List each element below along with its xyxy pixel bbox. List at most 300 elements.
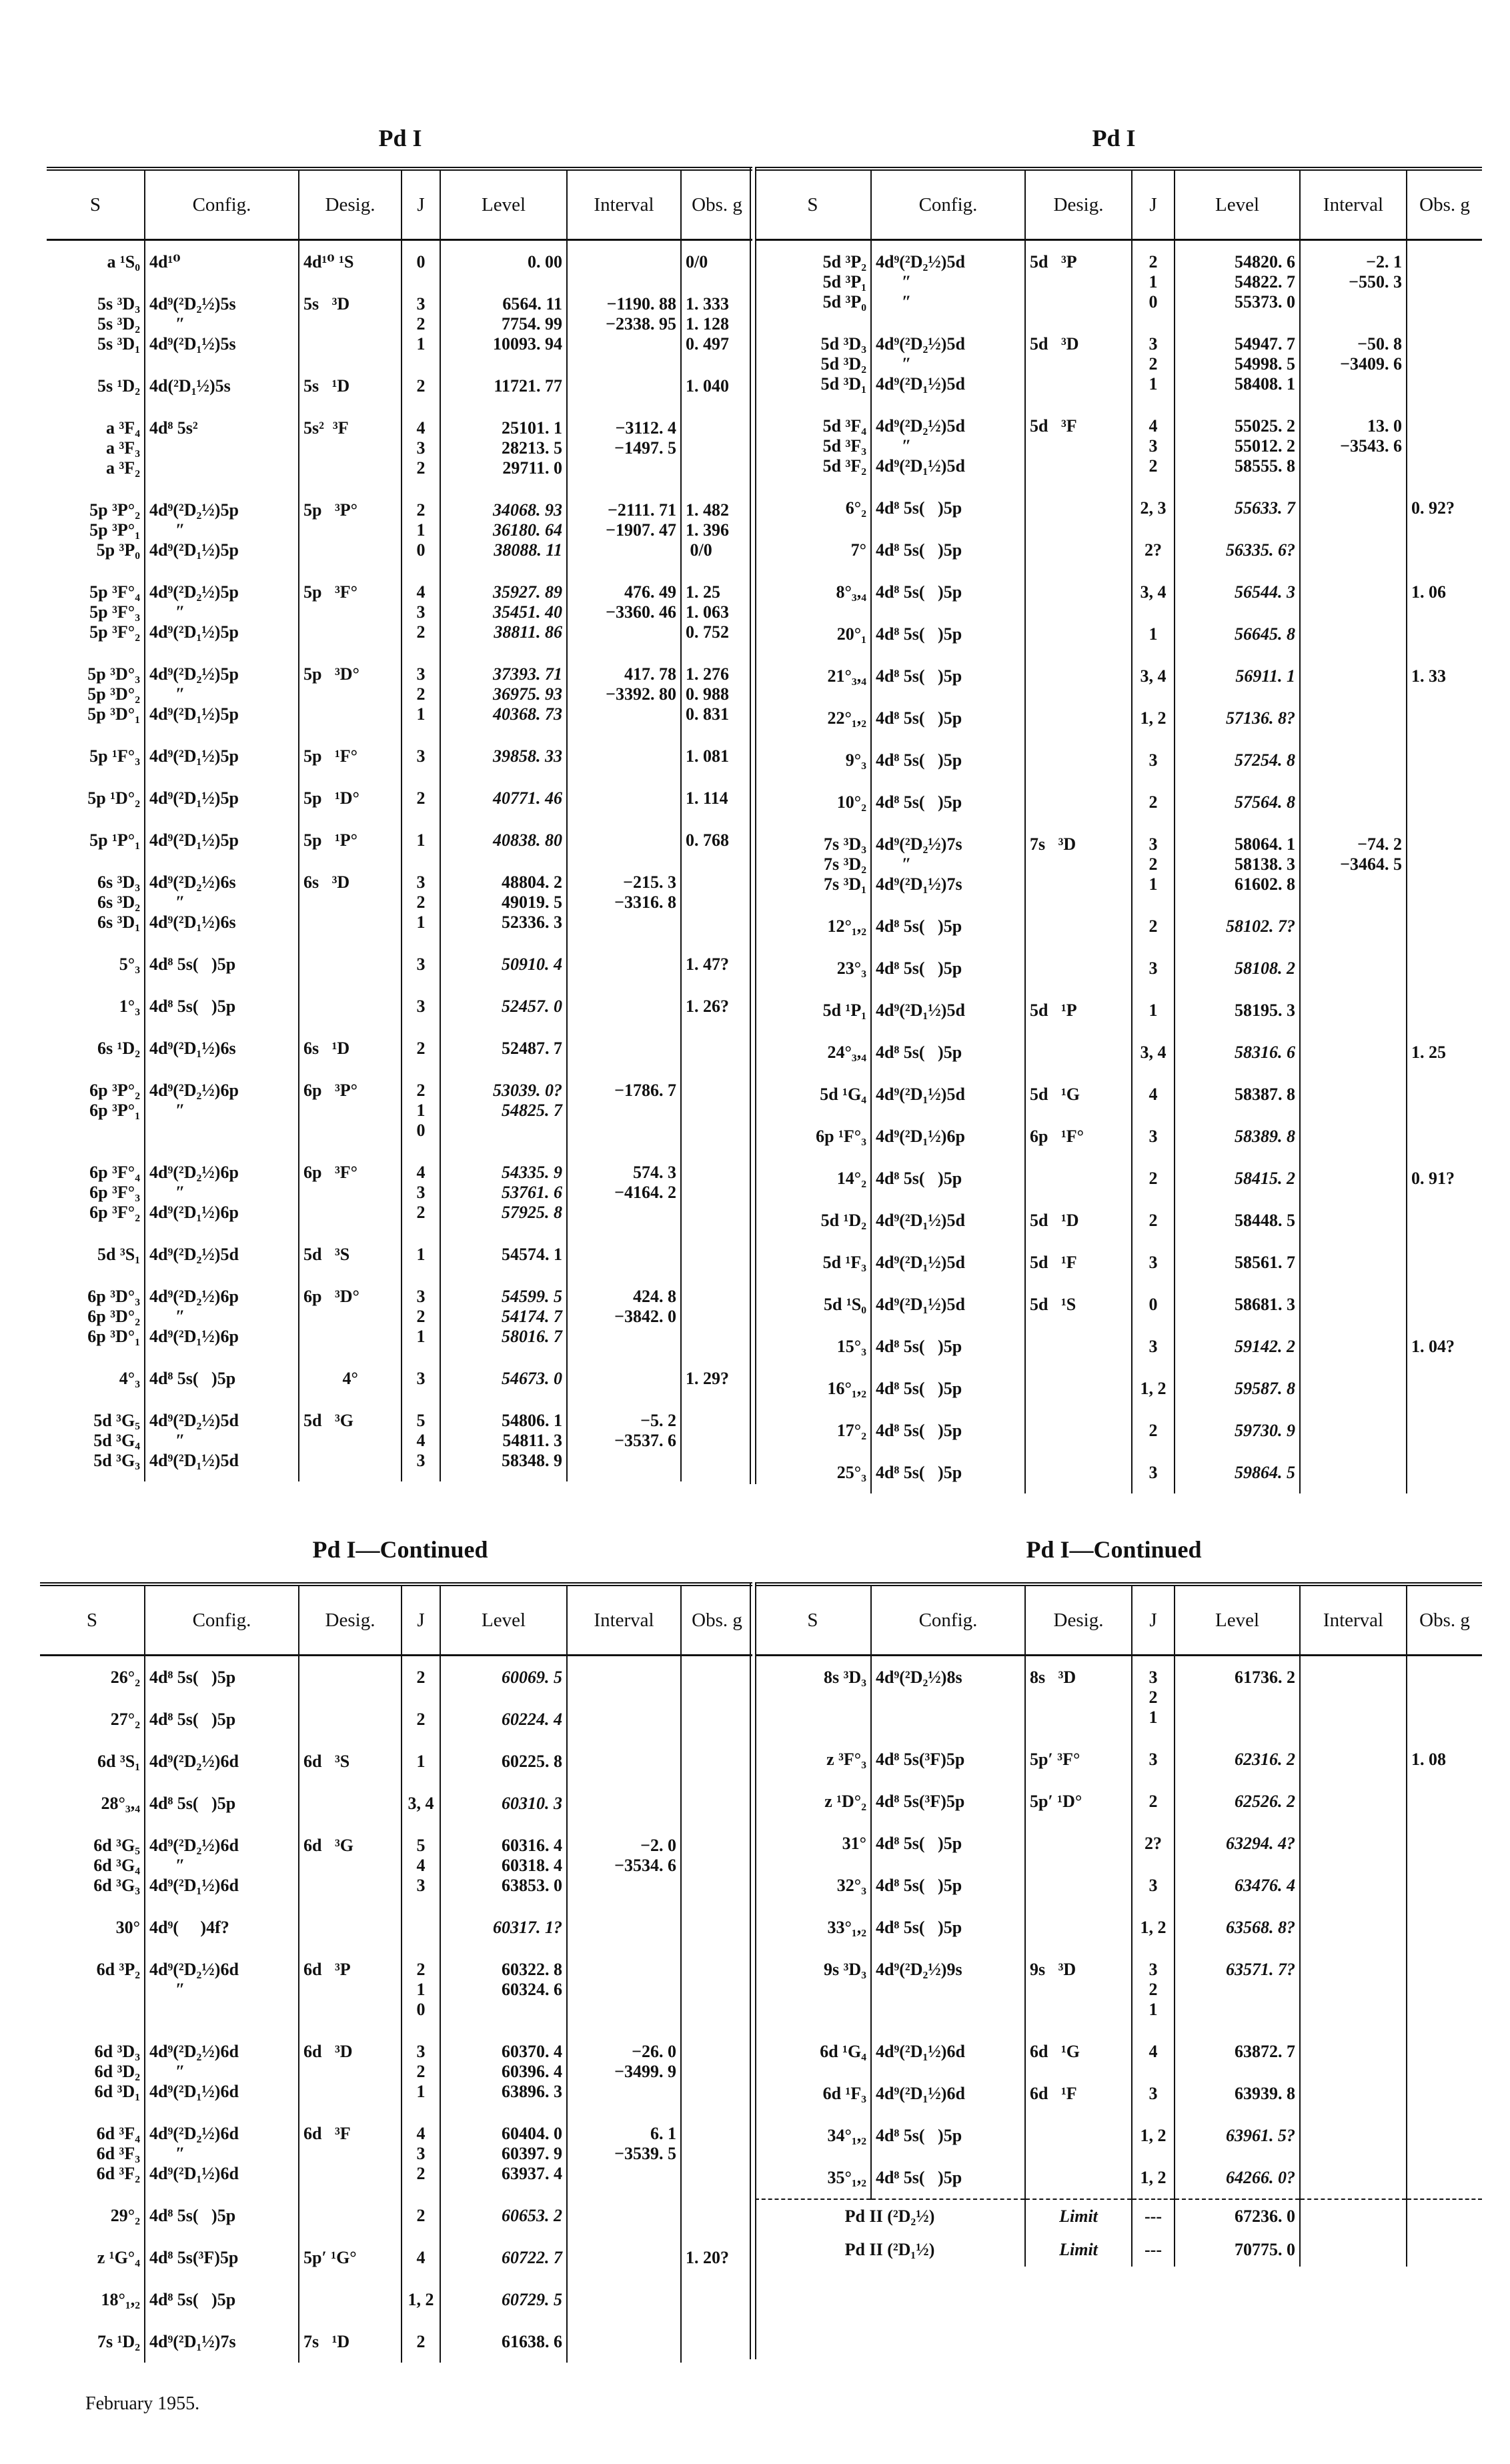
cell-level: 57564. 8 <box>1175 781 1300 823</box>
cell-j: 5 4 3 <box>402 1399 440 1481</box>
cell-obs-g <box>1407 1948 1482 2030</box>
cell-obs-g: 0. 92? <box>1407 487 1482 529</box>
cell-interval <box>1300 1031 1407 1073</box>
cell-interval: 476. 49 −3360. 46 <box>567 571 681 653</box>
cell-config: 4d⁹(²D₂½)7s ″ 4d⁹(²D₁½)7s <box>871 823 1025 905</box>
cell-config: 4d⁹(²D₁½)5p <box>145 819 299 861</box>
cell-config: 4d¹⁰ <box>145 240 299 283</box>
cell-j: 2 <box>1132 1409 1175 1451</box>
cell-j: 1 <box>1132 989 1175 1031</box>
cell-config: 4d⁹(²D₁½)7s <box>145 2321 299 2363</box>
cell-s: 5d ³P₂ 5d ³P₁ 5d ³P₀ <box>822 252 866 312</box>
cell-j: 2 <box>1132 905 1175 947</box>
cell-interval <box>567 1357 681 1399</box>
limit-word: Limit <box>1025 2199 1132 2233</box>
table-row <box>755 1031 1482 1073</box>
cell-level: 60322. 8 60324. 6 <box>440 1948 567 2030</box>
cell-interval <box>1300 1157 1407 1199</box>
cell-j: 2 <box>1132 1199 1175 1241</box>
cell-s: 16°₁,₂ <box>827 1379 866 1398</box>
table-row <box>755 1241 1482 1283</box>
table-row <box>755 1864 1482 1906</box>
cell-j: 1, 2 <box>1132 1367 1175 1409</box>
table-row <box>755 1115 1482 1157</box>
cell-interval <box>1300 1451 1407 1493</box>
cell-desig: 6p ³P° <box>299 1069 402 1151</box>
cell-j: 0 <box>402 240 440 283</box>
cell-j: 3 <box>402 943 440 985</box>
cell-level: 54673. 0 <box>440 1357 567 1399</box>
cell-j: 3 <box>1132 739 1175 781</box>
cell-level: 58448. 5 <box>1175 1199 1300 1241</box>
table-row <box>47 735 752 777</box>
cell-level: 58389. 8 <box>1175 1115 1300 1157</box>
cell-desig <box>1025 697 1132 739</box>
cell-config: 4d⁹(²D₁½)6s <box>145 1027 299 1069</box>
cell-s: 18°₁,₂ <box>101 2290 140 2309</box>
cell-desig <box>1025 947 1132 989</box>
cell-interval <box>1300 529 1407 571</box>
table-row <box>755 571 1482 613</box>
cell-desig: 6d ¹F <box>1025 2072 1132 2114</box>
cell-interval <box>1300 905 1407 947</box>
cell-config: 4d⁸ 5s(³F)5p <box>871 1738 1025 1780</box>
cell-desig <box>299 1698 402 1740</box>
cell-level: 58316. 6 <box>1175 1031 1300 1073</box>
cell-j: 2 1 0 <box>402 1948 440 2030</box>
cell-interval <box>1300 613 1407 655</box>
cell-j: 1, 2 <box>1132 1906 1175 1948</box>
cell-j: 2? <box>1132 529 1175 571</box>
cell-desig: 5p ¹P° <box>299 819 402 861</box>
limit-level: 70775. 0 <box>1175 2233 1300 2267</box>
cell-s: 7° <box>850 540 866 560</box>
cell-s: 15°₃ <box>836 1337 866 1356</box>
cell-config: 4d⁸ 5s( )5p <box>145 943 299 985</box>
cell-config: 4d⁸ 5s( )5p <box>871 2114 1025 2157</box>
cell-level: 54947. 7 54998. 5 58408. 1 <box>1175 323 1300 405</box>
table-row <box>755 1073 1482 1115</box>
cell-j: 0 <box>1132 1283 1175 1325</box>
cell-config: 4d⁸ 5s( )5p <box>145 2279 299 2321</box>
cell-desig: 5s ³D <box>299 283 402 365</box>
cell-desig: 6s ¹D <box>299 1027 402 1069</box>
cell-config: 4d⁹(²D₂½)6d <box>145 1740 299 1782</box>
cell-desig <box>1025 1409 1132 1451</box>
cell-j: 1 <box>1132 613 1175 655</box>
levels-table-bottom-left <box>40 1582 752 2363</box>
cell-level: 25101. 1 28213. 5 29711. 0 <box>440 407 567 489</box>
table-row <box>755 487 1482 529</box>
cell-s: 21°₃,₄ <box>827 666 866 686</box>
cell-j: 3 <box>402 985 440 1027</box>
table-row <box>47 283 752 365</box>
cell-desig: 5d ³F <box>1025 405 1132 487</box>
cell-interval: −2. 1 −550. 3 <box>1300 240 1407 324</box>
cell-level: 57254. 8 <box>1175 739 1300 781</box>
cell-interval <box>567 819 681 861</box>
cell-obs-g <box>681 2030 752 2112</box>
cell-level: 63571. 7? <box>1175 1948 1300 2030</box>
cell-level: 59142. 2 <box>1175 1325 1300 1367</box>
cell-obs-g <box>1407 1409 1482 1451</box>
column-header-j: J <box>1132 1584 1175 1656</box>
cell-interval <box>567 1698 681 1740</box>
cell-interval <box>1300 1367 1407 1409</box>
column-header-config: Config. <box>871 169 1025 240</box>
limit-word: Limit <box>1025 2233 1132 2267</box>
cell-interval <box>567 1782 681 1824</box>
cell-desig <box>299 985 402 1027</box>
column-header-interval: Interval <box>567 169 681 240</box>
cell-level: 52457. 0 <box>440 985 567 1027</box>
limit-row <box>755 2199 1482 2233</box>
table-row <box>755 613 1482 655</box>
table-row <box>40 2237 752 2279</box>
cell-obs-g <box>1407 1241 1482 1283</box>
cell-config: 4d⁸ 5s( )5p <box>871 571 1025 613</box>
cell-s: 5p ¹F°₃ <box>89 746 140 766</box>
cell-s: 5d ³G₅ 5d ³G₄ 5d ³G₃ <box>93 1411 140 1470</box>
cell-obs-g <box>1407 240 1482 324</box>
cell-obs-g <box>1407 2030 1482 2072</box>
cell-level: 58387. 8 <box>1175 1073 1300 1115</box>
cell-s: 6s ¹D₂ <box>97 1039 140 1058</box>
column-header-desig: Desig. <box>1025 169 1132 240</box>
cell-obs-g: 1. 26? <box>681 985 752 1027</box>
table-row <box>47 777 752 819</box>
cell-s: 20°₁ <box>836 624 866 644</box>
cell-obs-g: 0. 91? <box>1407 1157 1482 1199</box>
cell-s: 6d ³F₄ 6d ³F₃ 6d ³F₂ <box>96 2124 140 2183</box>
table-row <box>47 943 752 985</box>
cell-interval: −26. 0 −3499. 9 <box>567 2030 681 2112</box>
cell-config: 4d⁹(²D₂½)9s <box>871 1948 1025 2030</box>
cell-desig: 7s ³D <box>1025 823 1132 905</box>
cell-desig <box>1025 1325 1132 1367</box>
cell-interval <box>1300 781 1407 823</box>
cell-interval <box>567 2237 681 2279</box>
column-header-s: S <box>47 169 145 240</box>
cell-j <box>402 1906 440 1948</box>
cell-level: 63568. 8? <box>1175 1906 1300 1948</box>
table-row <box>47 407 752 489</box>
column-header-level: Level <box>440 169 567 240</box>
table-row <box>40 1740 752 1782</box>
cell-s: 24°₃,₄ <box>827 1043 866 1062</box>
cell-config: 4d⁹(²D₁½)5d <box>871 1073 1025 1115</box>
cell-interval <box>1300 1241 1407 1283</box>
cell-desig: 5s ¹D <box>299 365 402 407</box>
cell-interval <box>1300 989 1407 1031</box>
column-header-s: S <box>755 1584 871 1656</box>
table-row <box>40 1824 752 1906</box>
table-row <box>755 240 1482 324</box>
cell-level: 54599. 5 54174. 7 58016. 7 <box>440 1275 567 1357</box>
cell-obs-g: 1. 276 0. 988 0. 831 <box>681 653 752 735</box>
cell-j: 4 3 2 <box>402 2112 440 2195</box>
cell-obs-g <box>681 1824 752 1906</box>
column-header-config: Config. <box>145 169 299 240</box>
cell-config: 4d⁹(²D₂½)6d ″ 4d⁹(²D₁½)6d <box>145 2030 299 2112</box>
cell-obs-g <box>681 2321 752 2363</box>
cell-config: 4d⁹( )4f? <box>145 1906 299 1948</box>
cell-desig: 5p ³D° <box>299 653 402 735</box>
table-row <box>755 1948 1482 2030</box>
cell-s: 27°₂ <box>110 1710 140 1729</box>
table-row <box>755 1325 1482 1367</box>
cell-obs-g <box>1407 989 1482 1031</box>
cell-level: 6564. 11 7754. 99 10093. 94 <box>440 283 567 365</box>
cell-config: 4d⁹(²D₂½)6p ″ 4d⁹(²D₁½)6p <box>145 1151 299 1233</box>
cell-j: 1, 2 <box>1132 2157 1175 2199</box>
cell-interval <box>567 2195 681 2237</box>
column-header-j: J <box>1132 169 1175 240</box>
levels-table-bottom-right <box>755 1582 1482 2267</box>
cell-interval <box>1300 1325 1407 1367</box>
cell-s: 35°₁,₂ <box>827 2168 866 2187</box>
cell-j: 3 2 1 <box>1132 823 1175 905</box>
cell-level: 62316. 2 <box>1175 1738 1300 1780</box>
cell-interval <box>1300 1283 1407 1325</box>
cell-j: 3 2 1 <box>402 2030 440 2112</box>
cell-config: 4d⁹(²D₂½)6d ″ <box>145 1948 299 2030</box>
cell-j: 2, 3 <box>1132 487 1175 529</box>
cell-level: 64266. 0? <box>1175 2157 1300 2199</box>
cell-desig: 5d ¹P <box>1025 989 1132 1031</box>
cell-interval <box>567 1027 681 1069</box>
cell-desig <box>299 1782 402 1824</box>
cell-j: 2 <box>402 2321 440 2363</box>
cell-s: 5°₃ <box>119 955 140 974</box>
cell-interval: −3112. 4 −1497. 5 <box>567 407 681 489</box>
cell-j: 4 <box>402 2237 440 2279</box>
table-row <box>47 1151 752 1233</box>
table-row <box>755 1157 1482 1199</box>
table-row <box>755 655 1482 697</box>
cell-s: 32°₃ <box>836 1876 866 1895</box>
cell-s: 30° <box>115 1918 140 1937</box>
cell-s: 5s ¹D₂ <box>97 376 140 396</box>
cell-config: 4d⁸ 5s( )5p <box>871 655 1025 697</box>
cell-interval: −1190. 88 −2338. 95 <box>567 283 681 365</box>
empty-cell <box>1407 2199 1482 2233</box>
cell-interval <box>1300 1864 1407 1906</box>
table-row <box>40 1906 752 1948</box>
cell-level: 55025. 2 55012. 2 58555. 8 <box>1175 405 1300 487</box>
table-row <box>47 819 752 861</box>
cell-config: 4d⁸ 5s( )5p <box>871 1864 1025 1906</box>
table-row <box>47 489 752 571</box>
cell-interval <box>1300 1115 1407 1157</box>
column-header-desig: Desig. <box>299 169 402 240</box>
cell-config: 4d⁹(²D₂½)5d ″ 4d⁹(²D₁½)5d <box>871 323 1025 405</box>
cell-obs-g <box>1407 739 1482 781</box>
cell-s: z ¹D°₂ <box>824 1792 866 1811</box>
cell-s: 7s ³D₃ 7s ³D₂ 7s ³D₁ <box>824 834 866 894</box>
cell-interval: −215. 3 −3316. 8 <box>567 861 681 943</box>
cell-config: 4d⁸ 5s( )5p <box>871 1409 1025 1451</box>
cell-s: 6p ¹F°₃ <box>816 1127 866 1146</box>
cell-obs-g <box>1407 1073 1482 1115</box>
cell-j: 3 <box>1132 1451 1175 1493</box>
cell-level: 52487. 7 <box>440 1027 567 1069</box>
cell-interval <box>1300 1199 1407 1241</box>
limit-level: 67236. 0 <box>1175 2199 1300 2233</box>
cell-obs-g <box>1407 2072 1482 2114</box>
cell-level: 61638. 6 <box>440 2321 567 2363</box>
cell-config: 4d⁸ 5s( )5p <box>145 1782 299 1824</box>
cell-obs-g: 1. 333 1. 128 0. 497 <box>681 283 752 365</box>
cell-s: 5p ³D°₃ 5p ³D°₂ 5p ³D°₁ <box>87 664 140 724</box>
cell-j: 2 <box>402 1656 440 1699</box>
cell-desig <box>1025 613 1132 655</box>
table-row <box>755 1738 1482 1780</box>
cell-level: 63961. 5? <box>1175 2114 1300 2157</box>
cell-obs-g <box>681 1782 752 1824</box>
cell-j: 3, 4 <box>402 1782 440 1824</box>
cell-desig: 6d ³P <box>299 1948 402 2030</box>
cell-config: 4d⁸ 5s( )5p <box>871 529 1025 571</box>
cell-j: 3 2 1 <box>402 1275 440 1357</box>
cell-level: 58195. 3 <box>1175 989 1300 1031</box>
cell-level: 60225. 8 <box>440 1740 567 1782</box>
cell-j: 4 3 2 <box>402 1151 440 1233</box>
cell-interval <box>567 2279 681 2321</box>
cell-config: 4d⁹(²D₂½)6p ″ <box>145 1069 299 1151</box>
table-row <box>47 861 752 943</box>
column-header-j: J <box>402 169 440 240</box>
cell-obs-g <box>681 407 752 489</box>
cell-j: 2 <box>1132 1157 1175 1199</box>
table-row <box>755 1283 1482 1325</box>
cell-desig <box>1025 2114 1132 2157</box>
cell-j: 2 <box>1132 781 1175 823</box>
table-row <box>40 1782 752 1824</box>
cell-s: 33°₁,₂ <box>827 1918 866 1937</box>
cell-config: 4d⁸ 5s(³F)5p <box>871 1780 1025 1822</box>
cell-j: 4 <box>1132 2030 1175 2072</box>
cell-level: 62526. 2 <box>1175 1780 1300 1822</box>
cell-obs-g <box>1407 1283 1482 1325</box>
cell-config: 4d⁹(²D₂½)6d ″ 4d⁹(²D₁½)6d <box>145 1824 299 1906</box>
cell-config: 4d⁸ 5s( )5p <box>145 1656 299 1699</box>
cell-j: 3 <box>1132 1325 1175 1367</box>
cell-interval <box>1300 947 1407 989</box>
cell-interval: −50. 8 −3409. 6 <box>1300 323 1407 405</box>
cell-desig: 5p′ ³F° <box>1025 1738 1132 1780</box>
empty-cell <box>1407 2233 1482 2267</box>
table-row <box>755 529 1482 571</box>
cell-desig: 5p ¹D° <box>299 777 402 819</box>
table-row <box>47 1275 752 1357</box>
cell-s: z ¹G°₄ <box>97 2248 140 2267</box>
cell-level: 56911. 1 <box>1175 655 1300 697</box>
table-row <box>755 2072 1482 2114</box>
cell-level: 59864. 5 <box>1175 1451 1300 1493</box>
cell-desig <box>1025 1031 1132 1073</box>
cell-obs-g <box>1407 529 1482 571</box>
cell-desig <box>1025 2157 1132 2199</box>
cell-obs-g <box>681 1906 752 1948</box>
cell-config: 4d⁹(²D₁½)5d <box>871 1199 1025 1241</box>
cell-s: 6p ³F°₄ 6p ³F°₃ 6p ³F°₂ <box>89 1163 140 1222</box>
cell-level: 58108. 2 <box>1175 947 1300 989</box>
cell-config: 4d⁸ 5s( )5p <box>871 947 1025 989</box>
table-divider <box>750 1582 756 2359</box>
cell-s: 6s ³D₃ 6s ³D₂ 6s ³D₁ <box>97 872 140 932</box>
cell-interval <box>1300 1948 1407 2030</box>
column-header-level: Level <box>1175 169 1300 240</box>
cell-interval <box>1300 2072 1407 2114</box>
cell-desig <box>1025 781 1132 823</box>
cell-desig: 5d ¹S <box>1025 1283 1132 1325</box>
cell-config: 4d⁸ 5s( )5p <box>871 1822 1025 1864</box>
cell-interval: 13. 0 −3543. 6 <box>1300 405 1407 487</box>
cell-obs-g <box>681 861 752 943</box>
cell-interval <box>1300 2114 1407 2157</box>
table-row <box>755 1822 1482 1864</box>
cell-level: 60404. 0 60397. 9 63937. 4 <box>440 2112 567 2195</box>
cell-j: 3 <box>1132 1738 1175 1780</box>
cell-s: 29°₂ <box>110 2206 140 2225</box>
cell-desig: 5p ¹F° <box>299 735 402 777</box>
cell-interval: 417. 78 −3392. 80 <box>567 653 681 735</box>
cell-level: 59587. 8 <box>1175 1367 1300 1409</box>
cell-level: 60729. 5 <box>440 2279 567 2321</box>
cell-config: 4d⁸ 5s( )5p <box>145 1357 299 1399</box>
cell-s: 1°₃ <box>119 997 140 1016</box>
cell-config: 4d⁹(²D₁½)6d <box>871 2072 1025 2114</box>
cell-level: 56544. 3 <box>1175 571 1300 613</box>
cell-interval <box>567 985 681 1027</box>
cell-j: 2 <box>1132 1780 1175 1822</box>
cell-desig <box>1025 1451 1132 1493</box>
cell-obs-g <box>681 1399 752 1481</box>
cell-s: 6°₂ <box>845 498 866 518</box>
cell-level: 58415. 2 <box>1175 1157 1300 1199</box>
cell-desig: 5p′ ¹G° <box>299 2237 402 2279</box>
title-top-left: Pd I <box>378 125 422 151</box>
cell-desig: 6d ¹G <box>1025 2030 1132 2072</box>
table-row <box>755 989 1482 1031</box>
cell-j: 3 2 1 <box>1132 323 1175 405</box>
cell-obs-g <box>681 1233 752 1275</box>
cell-obs-g: 1. 482 1. 396 0/0 <box>681 489 752 571</box>
cell-level: 34068. 93 36180. 64 38088. 11 <box>440 489 567 571</box>
cell-interval <box>567 1948 681 2030</box>
cell-config: 4d⁹(²D₁½)5p <box>145 735 299 777</box>
cell-j: 3 <box>1132 1864 1175 1906</box>
cell-level: 63872. 7 <box>1175 2030 1300 2072</box>
limit-label: Pd II (²D₁½) <box>844 2240 935 2259</box>
cell-config: 4d⁸ 5s( )5p <box>871 1906 1025 1948</box>
cell-desig: 6d ³S <box>299 1740 402 1782</box>
cell-s: 12°₁,₂ <box>827 916 866 936</box>
column-header-interval: Interval <box>1300 1584 1407 1656</box>
cell-obs-g <box>681 1275 752 1357</box>
table-row <box>40 2321 752 2363</box>
table-row <box>755 323 1482 405</box>
cell-config: 4d⁸ 5s( )5p <box>871 1451 1025 1493</box>
table-row <box>755 1199 1482 1241</box>
cell-desig <box>1025 1864 1132 1906</box>
cell-desig <box>1025 905 1132 947</box>
table-row <box>47 365 752 407</box>
cell-level: 60722. 7 <box>440 2237 567 2279</box>
cell-s: 5p ¹D°₂ <box>87 788 140 808</box>
cell-level: 58102. 7? <box>1175 905 1300 947</box>
